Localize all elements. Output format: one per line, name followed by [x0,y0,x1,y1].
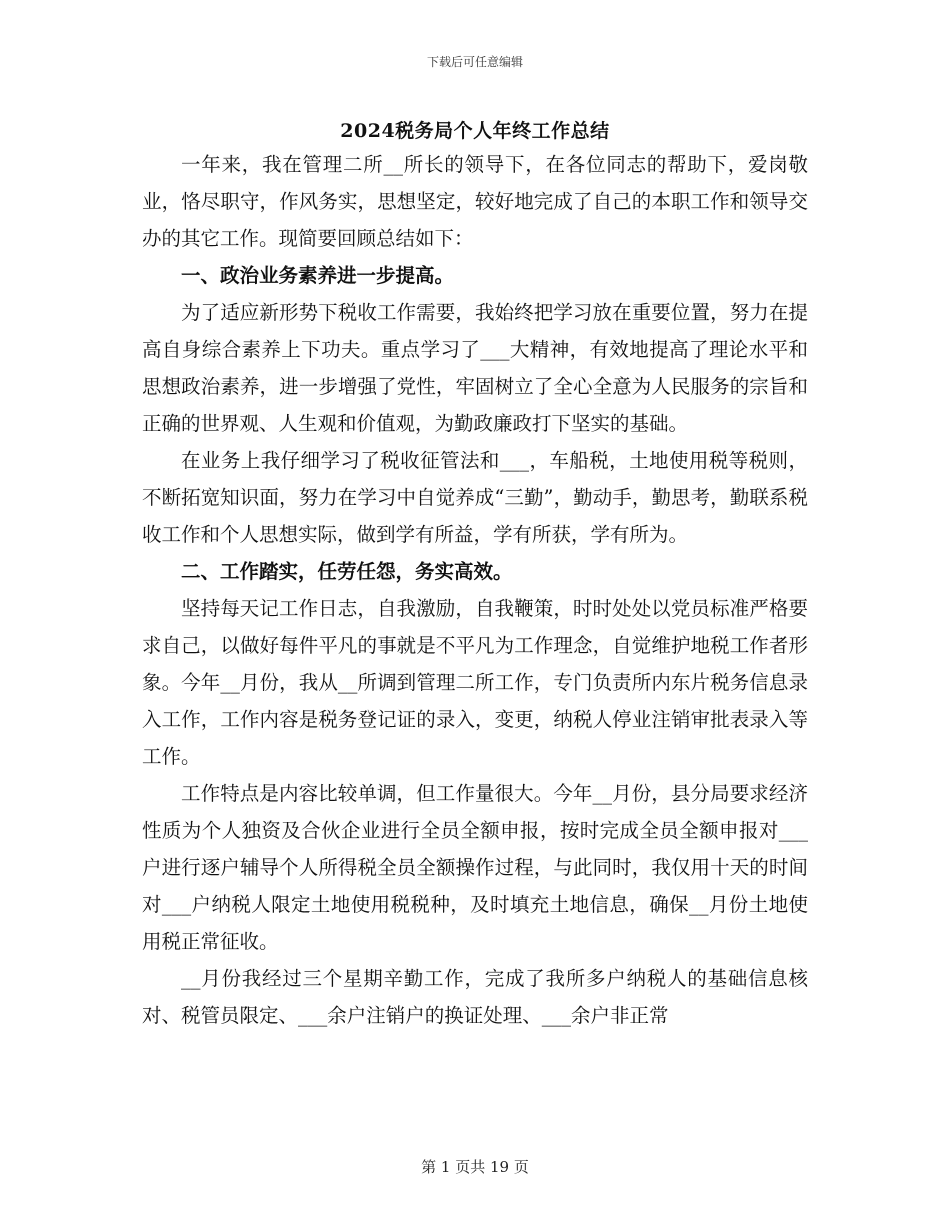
paragraph-work-log: 坚持每天记工作日志，自我激励，自我鞭策，时时处处以党员标准严格要求自己，以做好每件平凡的事就是不平凡为工作理念，自觉维护地税工作者形象。今年__月份，我从__所调到管理二所工作，专门负责所内东片税务信息录入工作，工作内容是税务登记证的录入，变更，纳税人停业注销审批表录入等工作。 [142,597,808,768]
paragraph-work-features: 工作特点是内容比较单调，但工作量很大。今年__月份，县分局要求经济性质为个人独资及合伙企业进行全员全额申报，按时完成全员全额申报对___户进行逐户辅导个人所得税全员全额操作过程，与此同时，我仅用十天的时间对___户纳税人限定土地使用税税种，及时填充土地信息，确保__月份土地使用税正常征收。 [142,782,808,953]
header-note: 下载后可任意编辑 [426,55,523,69]
section-heading-2: 二、工作踏实，任劳任怨，务实高效。 [181,560,513,583]
document-body [142,146,808,1034]
page-footer: 第 1 页共 19 页 [421,1158,529,1176]
section-heading-1: 一、政治业务素养进一步提高。 [181,264,455,287]
paragraph-study: 为了适应新形势下税收工作需要，我始终把学习放在重要位置，努力在提高自身综合素养上下功夫。重点学习了___大精神，有效地提高了理论水平和思想政治素养，进一步增强了党性，牢固树立了全心全意为人民服务的宗旨和正确的世界观、人生观和价值观，为勤政廉政打下坚实的基础。 [142,301,808,435]
paragraph-intro: 一年来，我在管理二所__所长的领导下，在各位同志的帮助下，爱岗敬业，恪尽职守，作风务实，思想坚定，较好地完成了自己的本职工作和领导交办的其它工作。现简要回顾总结如下： [142,153,808,250]
paragraph-monthly-work: __月份我经过三个星期辛勤工作，完成了我所多户纳税人的基础信息核对、税管员限定、___余户注销户的换证处理、___余户非正常 [142,967,808,1027]
paragraph-business-study: 在业务上我仔细学习了税收征管法和___，车船税，土地使用税等税则，不断拓宽知识面，努力在学习中自觉养成“三勤”，勤动手，勤思考，勤联系税收工作和个人思想实际，做到学有所益，学有所获，学有所为。 [142,449,808,546]
document-title: 2024税务局个人年终工作总结 [340,120,610,142]
